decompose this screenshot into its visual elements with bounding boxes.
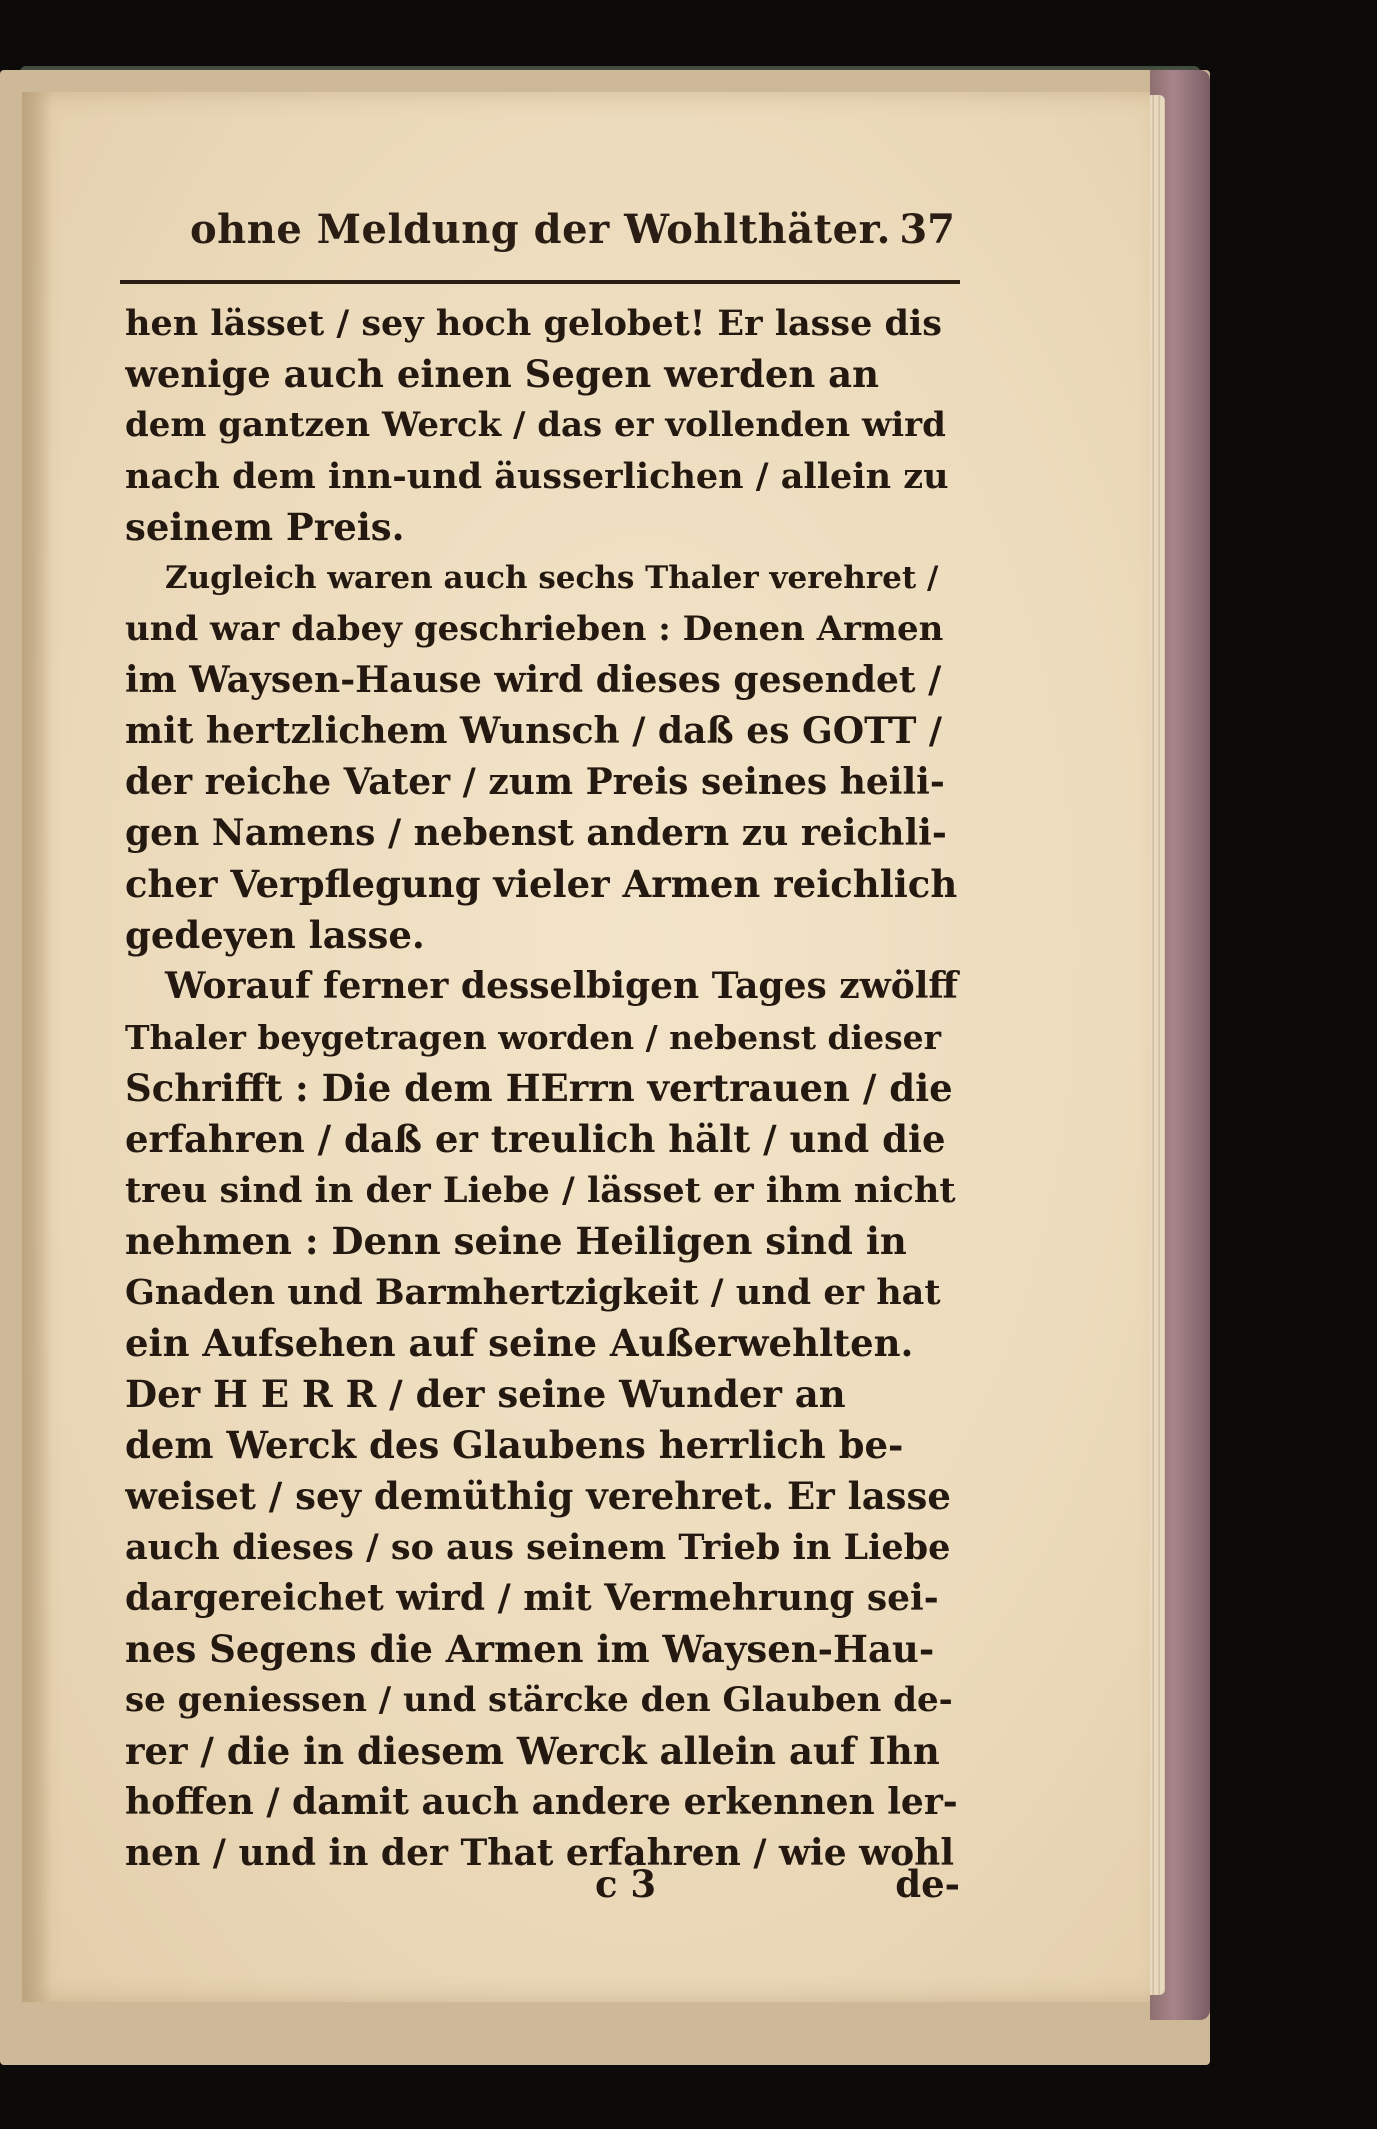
text-line: nehmen : Denn seine Heiligen sind in	[125, 1219, 907, 1263]
text-line: rer / die in diesem Werck allein auf Ihn	[125, 1729, 940, 1773]
text-line: dem gantzen Werck / das er vollenden wird	[125, 405, 946, 445]
text-line: auch dieses / so aus seinem Trieb in Liebe	[125, 1527, 951, 1568]
header-rule	[120, 280, 960, 284]
text-line: nen / und in der That erfahren / wie wohl	[125, 1832, 955, 1874]
text-line: gedeyen lasse.	[125, 913, 425, 957]
page-number: 37	[899, 206, 955, 253]
text-line: erfahren / daß er treulich hält / und die	[125, 1117, 946, 1161]
text-line: gen Namens / nebenst andern zu reichli-	[125, 812, 947, 854]
text-line: weiset / sey demüthig verehret. Er lasse	[125, 1474, 951, 1518]
text-line: seinem Preis.	[125, 505, 405, 549]
text-line: nes Segens die Armen im Waysen-Hau-	[125, 1627, 935, 1671]
text-line: cher Verpflegung vieler Armen reichlich	[125, 862, 958, 906]
text-line: dargereichet wird / mit Vermehrung sei-	[125, 1577, 939, 1619]
text-line: nach dem inn-und äusserlichen / allein zu	[125, 456, 949, 497]
body-text	[125, 298, 960, 1879]
text-line: treu sind in der Liebe / lässet er ihm nicht	[125, 1170, 956, 1211]
page-footer	[125, 1862, 960, 1912]
text-line: dem Werck des Glaubens herrlich be-	[125, 1423, 904, 1467]
text-line: Thaler beygetragen worden / nebenst dieser	[125, 1018, 942, 1057]
running-header	[190, 200, 955, 270]
text-line: Worauf ferner desselbigen Tages zwölff	[165, 965, 958, 1007]
text-line: mit hertzlichem Wunsch / daß es GOTT /	[125, 710, 943, 752]
text-line: wenige auch einen Segen werden an	[125, 352, 880, 396]
text-line: Zugleich waren auch sechs Thaler verehret /	[165, 560, 939, 596]
text-line: im Waysen-Hause wird dieses gesendet /	[125, 659, 942, 701]
text-line: hoffen / damit auch andere erkennen ler-	[125, 1781, 958, 1823]
text-line: ein Aufsehen auf seine Außerwehlten.	[125, 1321, 914, 1365]
text-line: Schrifft : Die dem HErrn vertrauen / die	[125, 1066, 953, 1110]
page-gutter	[22, 92, 52, 2002]
text-line: der reiche Vater / zum Preis seines heili-	[125, 761, 945, 803]
text-line: und war dabey geschrieben : Denen Armen	[125, 609, 944, 649]
text-line: Gnaden und Barmhertzigkeit / und er hat	[125, 1272, 941, 1313]
text-line: Der H E R R / der seine Wunder an	[125, 1372, 846, 1416]
signature-mark: c 3	[595, 1862, 657, 1906]
text-line: hen lässet / sey hoch gelobet! Er lasse dis	[125, 303, 942, 344]
catchword: de-	[895, 1862, 960, 1906]
text-line: se geniessen / und stärcke den Glauben de-	[125, 1680, 953, 1720]
running-title: ohne Meldung der Wohlthäter.	[190, 206, 891, 253]
